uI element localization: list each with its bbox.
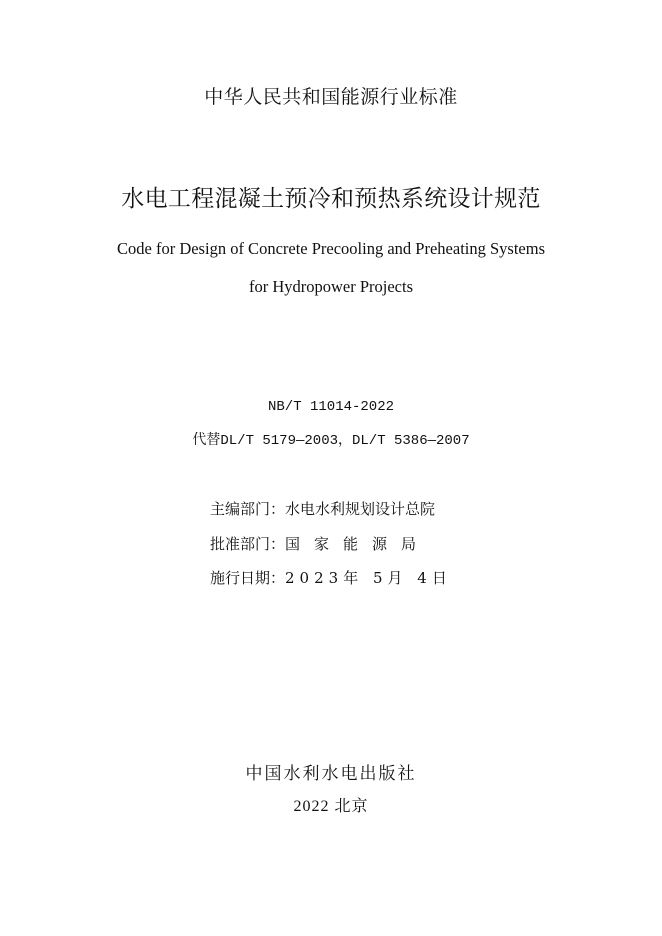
approver-department-value: 国家能源局 bbox=[285, 535, 431, 553]
editor-department-value: 水电水利规划设计总院 bbox=[285, 500, 436, 518]
effective-date-value: 2023年 5月 4日 bbox=[285, 569, 452, 587]
publication-year-city: 2022 北京 bbox=[293, 798, 369, 815]
standard-number: NB/T 11014-2022 bbox=[267, 399, 395, 415]
title-chinese: 水电工程混凝土预冷和预热系统设计规范 bbox=[121, 186, 541, 212]
replaces-standards: 代替DL/T 5179—2003，DL/T 5386—2007 bbox=[192, 433, 470, 449]
approver-department-label: 批准部门： bbox=[210, 535, 286, 553]
editor-department-row bbox=[210, 502, 435, 517]
effective-date-row bbox=[210, 571, 452, 586]
title-english-line-1: Code for Design of Concrete Precooling and Preheating Systems bbox=[117, 239, 545, 258]
title-english-line-2: for Hydropower Projects bbox=[248, 277, 414, 296]
standard-category: 中华人民共和国能源行业标准 bbox=[204, 86, 458, 108]
effective-date-label: 施行日期： bbox=[210, 569, 286, 587]
approver-department-row bbox=[210, 537, 430, 552]
publisher: 中国水利水电出版社 bbox=[245, 764, 417, 783]
editor-department-label: 主编部门： bbox=[210, 500, 286, 518]
